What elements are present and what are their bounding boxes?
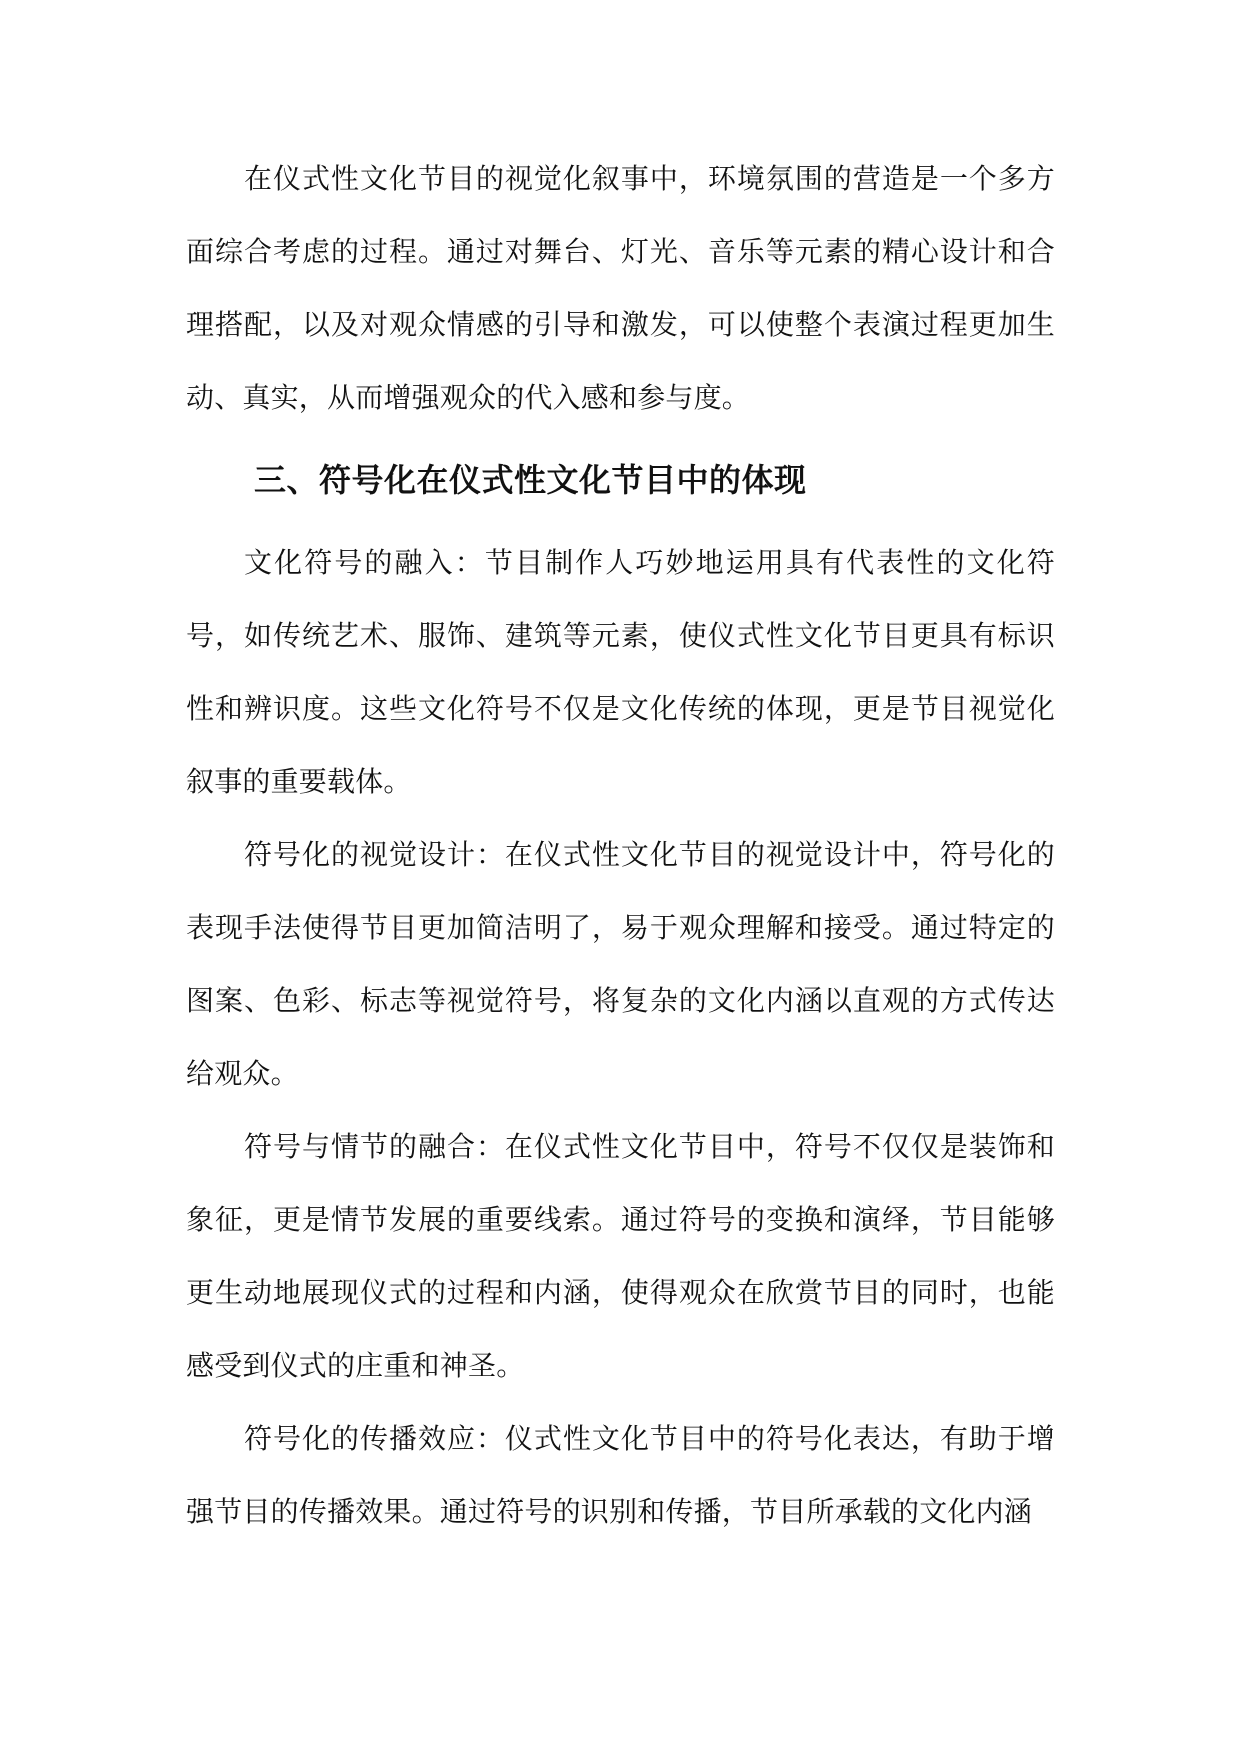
section-heading: 三、符号化在仪式性文化节目中的体现 [254, 461, 807, 499]
paragraph-communication-effect: 符号化的传播效应：仪式性文化节目中的符号化表达，有助于增强节目的传播效果。通过符号的识别和传播，节目所承载的文化内涵 [186, 1422, 1055, 1528]
page-body [186, 142, 1055, 1548]
paragraph-symbol-plot: 符号与情节的融合：在仪式性文化节目中，符号不仅仅是装饰和象征，更是情节发展的重要线索。通过符号的变换和演绎，节目能够更生动地展现仪式的过程和内涵，使得观众在欣赏节目的同时，也能感受到仪式的庄重和神圣。 [186, 1130, 1055, 1382]
paragraph-cultural-symbols: 文化符号的融入：节目制作人巧妙地运用具有代表性的文化符号，如传统艺术、服饰、建筑等元素，使仪式性文化节目更具有标识性和辨识度。这些文化符号不仅是文化传统的体现，更是节目视觉化叙事的重要载体。 [186, 546, 1055, 798]
paragraph-visual-design: 符号化的视觉设计：在仪式性文化节目的视觉设计中，符号化的表现手法使得节目更加简洁明了，易于观众理解和接受。通过特定的图案、色彩、标志等视觉符号，将复杂的文化内涵以直观的方式传达给观众。 [186, 838, 1055, 1090]
intro-paragraph: 在仪式性文化节目的视觉化叙事中，环境氛围的营造是一个多方面综合考虑的过程。通过对舞台、灯光、音乐等元素的精心设计和合理搭配，以及对观众情感的引导和激发，可以使整个表演过程更加生动、真实，从而增强观众的代入感和参与度。 [186, 162, 1055, 414]
